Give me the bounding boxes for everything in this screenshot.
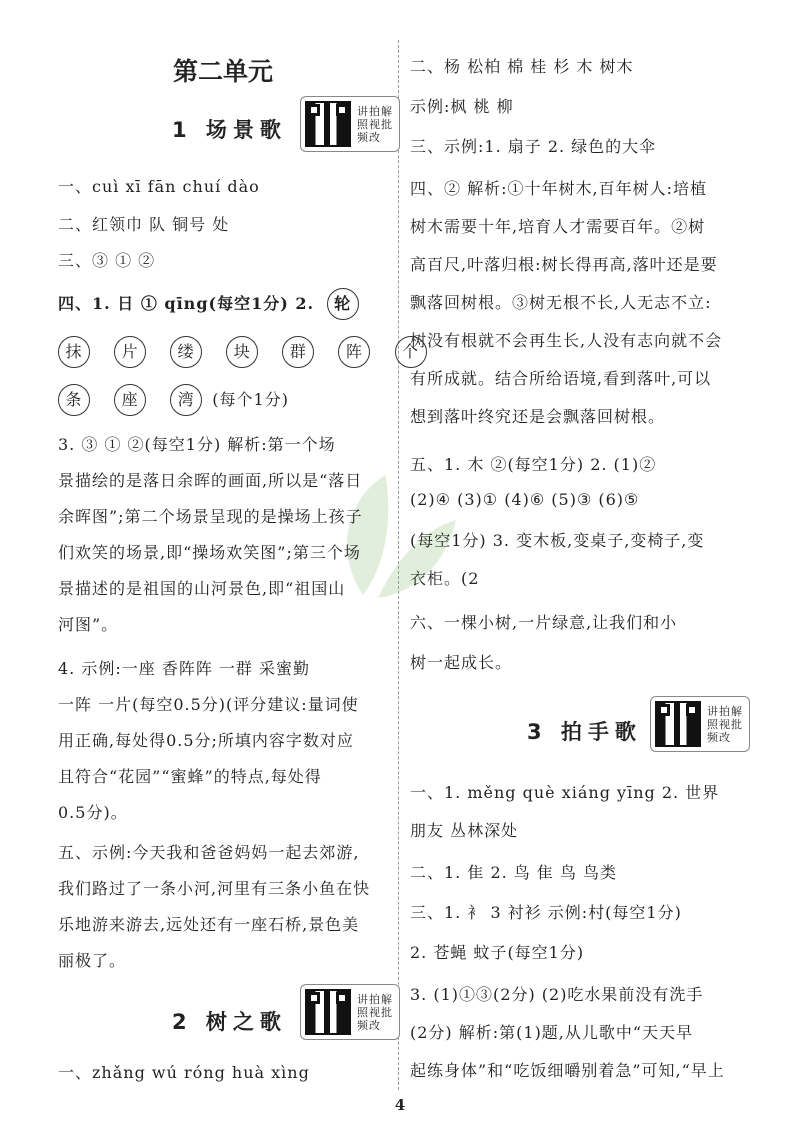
answer-line: 二、杨 松柏 棉 桂 杉 木 树木 bbox=[410, 57, 634, 76]
lesson-2-title: 2 树之歌 bbox=[172, 1010, 287, 1034]
answer-line: 河图”。 bbox=[58, 615, 119, 634]
circled-char: 轮 bbox=[327, 288, 359, 320]
circled-char: 个 bbox=[395, 336, 427, 368]
answer-line: 二、1. 隹 2. 鸟 隹 鸟 鸟类 bbox=[410, 863, 618, 882]
circled-char: 阵 bbox=[338, 336, 370, 368]
circled-char: 块 bbox=[226, 336, 258, 368]
answer-line: 乐地游来游去,远处还有一座石桥,景色美 bbox=[58, 915, 360, 934]
answer-line: 且符合“花园”“蜜蜂”的特点,每处得 bbox=[58, 767, 322, 786]
answer-line: 三、示例:1. 扇子 2. 绿色的大伞 bbox=[410, 137, 657, 156]
answer-line: 树没有根就不会再生长,人没有志向就不会 bbox=[410, 331, 723, 350]
answer-line: 想到落叶终究还是会飘落回树根。 bbox=[410, 407, 666, 426]
answer-line: 飘落回树根。③树无根不长,人无志不立: bbox=[410, 293, 712, 312]
answer-line: 用正确,每处得0.5分;所填内容字数对应 bbox=[58, 731, 354, 750]
answer-line: 有所成就。结合所给语境,看到落叶,可以 bbox=[410, 369, 712, 388]
qr-caption: 讲拍解照视批频改 bbox=[357, 992, 393, 1032]
answer-line: (2分) 解析:第(1)题,从儿歌中“天天早 bbox=[410, 1023, 694, 1042]
answer-line: 一阵 一片(每空0.5分)(评分建议:量词使 bbox=[58, 695, 359, 714]
answer-line: 六、一棵小树,一片绿意,让我们和小 bbox=[410, 613, 678, 632]
circled-char: 湾 bbox=[170, 384, 202, 416]
circled-row bbox=[58, 336, 427, 368]
qr-code-icon bbox=[305, 101, 351, 147]
qr-code-icon bbox=[305, 989, 351, 1035]
circled-char: 群 bbox=[282, 336, 314, 368]
qr-caption: 讲拍解照视批频改 bbox=[707, 704, 743, 744]
answer-line: 3. ③ ① ②(每空1分) 解析:第一个场 bbox=[58, 435, 336, 454]
circled-char: 抹 bbox=[58, 336, 90, 368]
answer-line: 衣柜。(2 bbox=[410, 569, 480, 588]
answer-line: 们欢笑的场景,即“操场欢笑图”;第三个场 bbox=[58, 543, 361, 562]
lesson-1-title: 1 场景歌 bbox=[172, 118, 287, 142]
answer-line: 一、1. měng què xiáng yīng 2. 世界 bbox=[410, 783, 720, 802]
circled-char: 条 bbox=[58, 384, 90, 416]
answer-line: 一、cuì xī fān chuí dào bbox=[58, 177, 260, 196]
answer-line: 二、红领巾 队 铜号 处 bbox=[58, 215, 230, 234]
answer-line: 3. (1)①③(2分) (2)吃水果前没有洗手 bbox=[410, 985, 704, 1004]
answer-line: 四、② 解析:①十年树木,百年树人:培植 bbox=[410, 179, 707, 198]
answer-line bbox=[58, 288, 359, 320]
lesson-3-title: 3 拍手歌 bbox=[527, 720, 642, 744]
circled-char: 缕 bbox=[170, 336, 202, 368]
answer-line: (2)④ (3)① (4)⑥ (5)③ (6)⑤ bbox=[410, 490, 640, 509]
qr-code-lesson-3[interactable] bbox=[650, 696, 750, 752]
answer-line: 朋友 丛林深处 bbox=[410, 821, 519, 840]
answer-line: 五、示例:今天我和爸爸妈妈一起去郊游, bbox=[58, 843, 360, 862]
answer-line: 2. 苍蝇 蚊子(每空1分) bbox=[410, 943, 585, 962]
unit-title: 第二单元 bbox=[172, 57, 273, 86]
circled-char: 座 bbox=[114, 384, 146, 416]
answer-line: 三、1. 衤 3 衬衫 示例:村(每空1分) bbox=[410, 903, 682, 922]
answer-line: 我们路过了一条小河,河里有三条小鱼在快 bbox=[58, 879, 371, 898]
answer-line: 丽极了。 bbox=[58, 951, 127, 970]
answer-line: 景描绘的是落日余晖的画面,所以是“落日 bbox=[58, 471, 363, 490]
qr-code-lesson-2[interactable] bbox=[300, 984, 400, 1040]
answer-line: (每空1分) 3. 变木板,变桌子,变椅子,变 bbox=[410, 531, 705, 550]
page-number: 4 bbox=[394, 1096, 406, 1114]
qr-code-lesson-1[interactable] bbox=[300, 96, 400, 152]
answer-line: 示例:枫 桃 柳 bbox=[410, 97, 514, 116]
answer-line: 树木需要十年,培育人才需要百年。②树 bbox=[410, 217, 706, 236]
qr-code-icon bbox=[655, 701, 701, 747]
answer-text: 四、1. 日 ① qīng(每空1分) 2. bbox=[58, 294, 315, 313]
answer-line: 余晖图”;第二个场景呈现的是操场上孩子 bbox=[58, 507, 363, 526]
answer-line: 景描述的是祖国的山河景色,即“祖国山 bbox=[58, 579, 346, 598]
answer-line: 五、1. 木 ②(每空1分) 2. (1)② bbox=[410, 455, 657, 474]
answer-line: 4. 示例:一座 香阵阵 一群 采蜜勤 bbox=[58, 659, 311, 678]
answer-line: 高百尺,叶落归根:树长得再高,落叶还是要 bbox=[410, 255, 718, 274]
score-note: (每个1分) bbox=[212, 390, 289, 409]
circled-row bbox=[58, 384, 289, 416]
answer-line: 一、zhǎng wú róng huà xìng bbox=[58, 1063, 310, 1082]
answer-line: 三、③ ① ② bbox=[58, 251, 156, 270]
qr-caption: 讲拍解照视批频改 bbox=[357, 104, 393, 144]
circled-char: 片 bbox=[114, 336, 146, 368]
answer-line: 树一起成长。 bbox=[410, 653, 513, 672]
answer-line: 起练身体”和“吃饭细嚼别着急”可知,“早上 bbox=[410, 1061, 725, 1080]
answer-line: 0.5分)。 bbox=[58, 803, 128, 822]
